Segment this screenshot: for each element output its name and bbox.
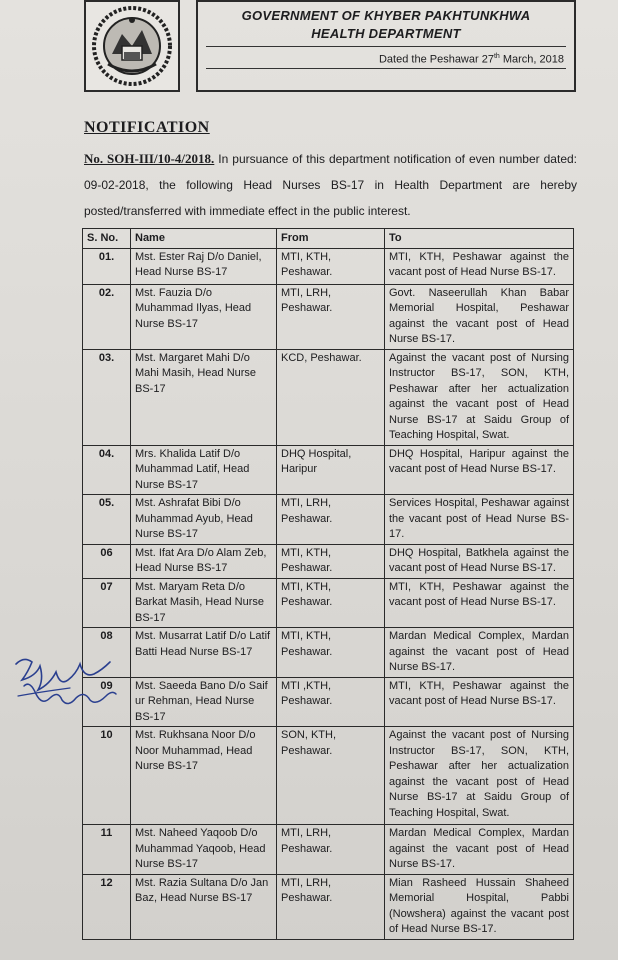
cell-sno: 12 bbox=[83, 874, 131, 939]
handwritten-signature bbox=[10, 650, 120, 712]
reference-number: No. SOH-III/10-4/2018. bbox=[84, 151, 215, 166]
cell-to: Mardan Medical Complex, Mardan against the vacant post of Head Nurse BS-17. bbox=[385, 825, 574, 875]
cell-name: Mst. Maryam Reta D/o Barkat Masih, Head Nurse BS-17 bbox=[131, 578, 277, 628]
cell-from: MTI, KTH, Peshawar. bbox=[277, 544, 385, 578]
cell-sno: 03. bbox=[83, 349, 131, 445]
cell-name: Mst. Ashrafat Bibi D/o Muhammad Ayub, Head Nurse BS-17 bbox=[131, 495, 277, 545]
cell-from: KCD, Peshawar. bbox=[277, 349, 385, 445]
cell-sno: 06 bbox=[83, 544, 131, 578]
government-title: GOVERNMENT OF KHYBER PAKHTUNKHWA bbox=[241, 8, 531, 23]
cell-to: Govt. Naseerullah Khan Babar Memorial Hospital, Peshawar against the vacant post of Head Nurse BS-17. bbox=[385, 284, 574, 349]
cell-from: MTI, KTH, Peshawar. bbox=[277, 628, 385, 678]
cell-to: MTI, KTH, Peshawar against the vacant post of Head Nurse BS-17. bbox=[385, 248, 574, 284]
cell-name: Mst. Margaret Mahi D/o Mahi Masih, Head Nurse BS-17 bbox=[131, 349, 277, 445]
cell-name: Mst. Musarrat Latif D/o Latif Batti Head Nurse BS-17 bbox=[131, 628, 277, 678]
dated-suffix: March, 2018 bbox=[499, 53, 564, 66]
header-name: Name bbox=[131, 229, 277, 249]
cell-to: Against the vacant post of Nursing Instructor BS-17, SON, KTH, Peshawar after her actualization against the vacant post of Head Nurse BS-17 at Saidu Group of Teaching Hospital, Swat. bbox=[385, 349, 574, 445]
table-row bbox=[83, 578, 574, 628]
cell-name: Mst. Saeeda Bano D/o Saif ur Rehman, Head Nurse BS-17 bbox=[131, 677, 277, 727]
table-row bbox=[83, 248, 574, 284]
cell-name: Mst. Razia Sultana D/o Jan Baz, Head Nurse BS-17 bbox=[131, 874, 277, 939]
cell-sno: 11 bbox=[83, 825, 131, 875]
cell-to: MTI, KTH, Peshawar against the vacant post of Head Nurse BS-17. bbox=[385, 677, 574, 727]
table-row bbox=[83, 445, 574, 495]
table-header-row bbox=[83, 229, 574, 249]
cell-from: SON, KTH, Peshawar. bbox=[277, 727, 385, 825]
cell-sno: 08 bbox=[83, 628, 131, 678]
dated-sup: th bbox=[493, 53, 500, 60]
cell-sno: 09 bbox=[83, 677, 131, 727]
emblem-box bbox=[84, 0, 180, 92]
cell-sno: 05. bbox=[83, 495, 131, 545]
table-row bbox=[83, 727, 574, 825]
cell-to: Mian Rasheed Hussain Shaheed Memorial Hospital, Pabbi (Nowshera) against the vacant post of Head Nurse BS-17. bbox=[385, 874, 574, 939]
notification-heading: NOTIFICATION bbox=[84, 119, 210, 136]
cell-sno: 01. bbox=[83, 248, 131, 284]
cell-to: MTI, KTH, Peshawar against the vacant post of Head Nurse BS-17. bbox=[385, 578, 574, 628]
intro-text: In pursuance of this department notification of even number dated: 09-02-2018, the following Head Nurses BS-17 in Health Department are hereby posted/transferred with immediate effect in the public interest. bbox=[84, 152, 577, 218]
cell-sno: 02. bbox=[83, 284, 131, 349]
cell-to: DHQ Hospital, Haripur against the vacant post of Head Nurse BS-17. bbox=[385, 445, 574, 495]
header-sno: S. No. bbox=[83, 229, 131, 249]
table-row bbox=[83, 349, 574, 445]
table-row bbox=[83, 628, 574, 678]
table-row bbox=[83, 874, 574, 939]
cell-from: MTI, KTH, Peshawar. bbox=[277, 578, 385, 628]
cell-from: MTI, LRH, Peshawar. bbox=[277, 825, 385, 875]
cell-from: MTI, LRH, Peshawar. bbox=[277, 284, 385, 349]
cell-to: DHQ Hospital, Batkhela against the vacant post of Head Nurse BS-17. bbox=[385, 544, 574, 578]
cell-name: Mst. Ifat Ara D/o Alam Zeb, Head Nurse BS-17 bbox=[131, 544, 277, 578]
cell-name: Mrs. Khalida Latif D/o Muhammad Latif, Head Nurse BS-17 bbox=[131, 445, 277, 495]
table-row bbox=[83, 544, 574, 578]
cell-sno: 10 bbox=[83, 727, 131, 825]
cell-name: Mst. Ester Raj D/o Daniel, Head Nurse BS-17 bbox=[131, 248, 277, 284]
cell-name: Mst. Fauzia D/o Muhammad Ilyas, Head Nurse BS-17 bbox=[131, 284, 277, 349]
cell-name: Mst. Naheed Yaqoob D/o Muhammad Yaqoob, Head Nurse BS-17 bbox=[131, 825, 277, 875]
cell-sno: 07 bbox=[83, 578, 131, 628]
divider bbox=[206, 68, 566, 69]
cell-to: Mardan Medical Complex, Mardan against the vacant post of Head Nurse BS-17. bbox=[385, 628, 574, 678]
cell-from: DHQ Hospital, Haripur bbox=[277, 445, 385, 495]
table-row bbox=[83, 284, 574, 349]
kp-emblem-icon bbox=[86, 2, 178, 90]
letterhead bbox=[196, 0, 576, 92]
cell-from: MTI, LRH, Peshawar. bbox=[277, 874, 385, 939]
divider bbox=[206, 46, 566, 47]
table-row bbox=[83, 677, 574, 727]
dated-line bbox=[379, 53, 564, 66]
notification-intro bbox=[84, 146, 577, 224]
cell-sno: 04. bbox=[83, 445, 131, 495]
cell-from: MTI ,KTH, Peshawar. bbox=[277, 677, 385, 727]
cell-from: MTI, KTH, Peshawar. bbox=[277, 248, 385, 284]
cell-name: Mst. Rukhsana Noor D/o Noor Muhammad, Head Nurse BS-17 bbox=[131, 727, 277, 825]
department-title: HEALTH DEPARTMENT bbox=[311, 26, 461, 41]
dated-prefix: Dated the Peshawar 27 bbox=[378, 53, 494, 66]
postings-table bbox=[82, 228, 574, 940]
table-row bbox=[83, 825, 574, 875]
cell-to: Against the vacant post of Nursing Instructor BS-17, SON, KTH, Peshawar after her actualization against the vacant post of Head Nurse BS-17 at Saidu Group of Teaching Hospital, Swat. bbox=[385, 727, 574, 825]
table-row bbox=[83, 495, 574, 545]
header-from: From bbox=[277, 229, 385, 249]
header-to: To bbox=[385, 229, 574, 249]
cell-to: Services Hospital, Peshawar against the vacant post of Head Nurse BS-17. bbox=[385, 495, 574, 545]
cell-from: MTI, LRH, Peshawar. bbox=[277, 495, 385, 545]
